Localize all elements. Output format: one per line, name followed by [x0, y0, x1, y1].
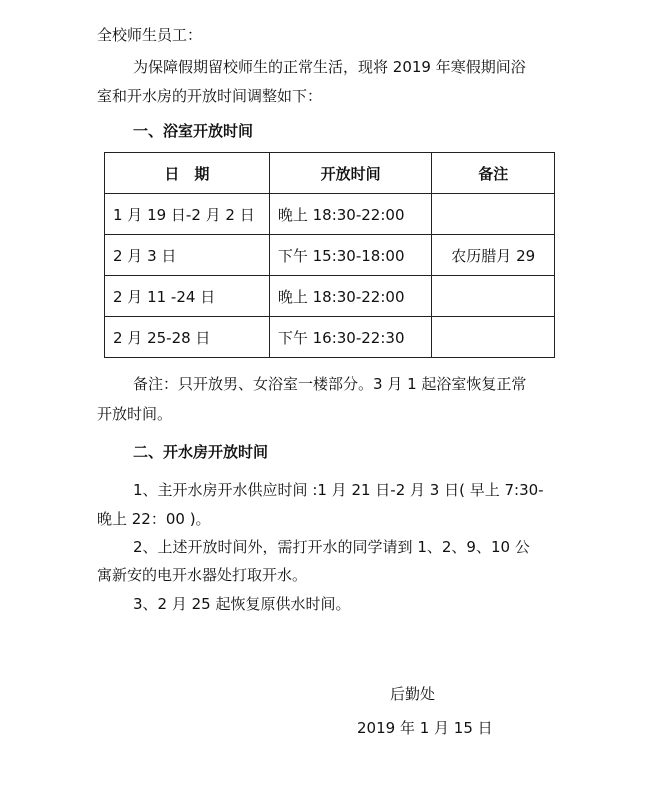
intro-line-2: 室和开水房的开放时间调整如下： [97, 87, 323, 105]
section2-item1-line-1: 1、主开水房开水供应时间 :1 月 21 日-2 月 3 日( 早上 7:30- [133, 481, 544, 499]
table-cell-time: 晚上 18:30-22:00 [269, 194, 432, 235]
section1-note-line-1: 备注：只开放男、女浴室一楼部分。3 月 1 起浴室恢复正常 [133, 375, 527, 393]
section1-title: 一、浴室开放时间 [133, 122, 254, 140]
table-cell-remark [432, 194, 555, 235]
section2-item2-line-2: 寓新安的电开水器处打取开水。 [97, 566, 308, 584]
table-header-row [105, 153, 555, 194]
table-cell-date: 2 月 3 日 [105, 235, 270, 276]
table-row [105, 194, 555, 235]
section2-item1-line-2: 晚上 22：00 )。 [97, 510, 211, 528]
table-cell-date: 2 月 25-28 日 [105, 317, 270, 358]
table-cell-date: 2 月 11 -24 日 [105, 276, 270, 317]
intro-line-1: 为保障假期留校师生的正常生活，现将 2019 年寒假期间浴 [133, 58, 526, 76]
section2-title: 二、开水房开放时间 [133, 443, 269, 461]
table-cell-date: 1 月 19 日-2 月 2 日 [105, 194, 270, 235]
table-row [105, 317, 555, 358]
table-header-remark: 备注 [432, 153, 555, 194]
table-cell-remark [432, 276, 555, 317]
section1-note-line-2: 开放时间。 [97, 405, 173, 423]
table-header-time: 开放时间 [269, 153, 432, 194]
signature-date: 2019 年 1 月 15 日 [357, 719, 493, 737]
section2-item2-line-1: 2、上述开放时间外，需打开水的同学请到 1、2、9、10 公 [133, 538, 530, 556]
table-header-date: 日 期 [105, 153, 270, 194]
table-row [105, 276, 555, 317]
signature-department: 后勤处 [390, 685, 436, 703]
table-row [105, 235, 555, 276]
table-cell-time: 晚上 18:30-22:00 [269, 276, 432, 317]
table-cell-remark: 农历腊月 29 [432, 235, 555, 276]
greeting: 全校师生员工： [97, 26, 203, 44]
table-cell-time: 下午 16:30-22:30 [269, 317, 432, 358]
bathroom-schedule-table [104, 152, 555, 358]
section2-item3: 3、2 月 25 起恢复原供水时间。 [133, 595, 351, 613]
table-cell-remark [432, 317, 555, 358]
table-cell-time: 下午 15:30-18:00 [269, 235, 432, 276]
